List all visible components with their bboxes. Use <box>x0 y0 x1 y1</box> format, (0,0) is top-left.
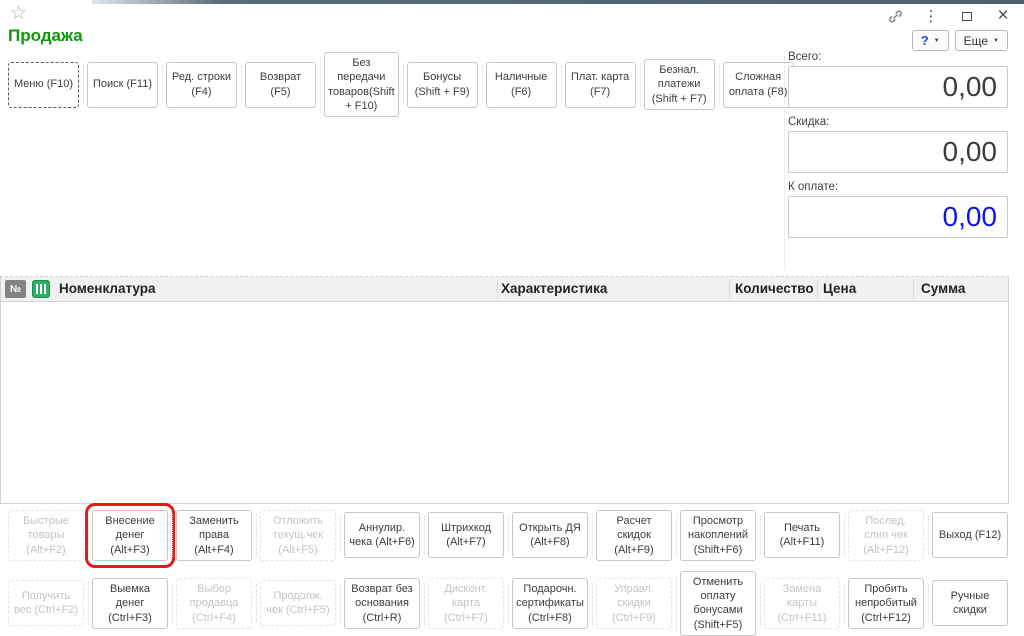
cancel-bonus-payment-button[interactable]: Отменить оплату бонусами (Shift+F5) <box>680 571 756 636</box>
chevron-down-icon: ▼ <box>993 37 999 44</box>
void-receipt-button[interactable]: Аннулир. чека (Alt+F6) <box>344 512 420 558</box>
window-edge-strip <box>92 0 1024 4</box>
gift-certificates-button[interactable]: Подарочн. сертификаты (Ctrl+F8) <box>512 578 588 629</box>
edit-row-button[interactable]: Ред. строки (F4) <box>166 62 237 108</box>
bonuses-button[interactable]: Бонусы (Shift + F9) <box>407 62 478 108</box>
total-label: Всего: <box>788 51 822 63</box>
command-bar-top <box>8 52 790 117</box>
link-icon[interactable] <box>884 7 906 25</box>
due-value-field: 0,00 <box>788 196 1008 238</box>
page-title: Продажа <box>8 26 83 45</box>
header-buttons <box>912 30 1008 51</box>
column-price: Цена <box>823 281 857 296</box>
discount-value-field: 0,00 <box>788 131 1008 173</box>
calc-discounts-button[interactable]: Расчет скидок (Alt+F9) <box>596 510 672 561</box>
open-drawer-button[interactable]: Открыть ДЯ (Alt+F8) <box>512 512 588 558</box>
totals-panel <box>788 51 1008 238</box>
more-button-label: Еще <box>963 33 989 48</box>
return-button[interactable]: Возврат (F5) <box>245 62 316 108</box>
manual-discounts-button[interactable]: Ручные скидки <box>932 580 1008 626</box>
return-no-reason-button[interactable]: Возврат без основания (Ctrl+R) <box>344 578 420 629</box>
discount-label: Скидка: <box>788 116 830 128</box>
print-button[interactable]: Печать (Alt+F11) <box>764 512 840 558</box>
column-nomenclature: Номенклатура <box>59 281 156 296</box>
help-icon: ? <box>920 33 929 48</box>
cash-payment-button[interactable]: Наличные (F6) <box>486 62 557 108</box>
due-label: К оплате: <box>788 181 839 193</box>
barcode-button[interactable]: Штрихкод (Alt+F7) <box>428 512 504 558</box>
replace-card-button[interactable]: Замена карты (Ctrl+F11) <box>764 578 840 629</box>
more-button[interactable] <box>955 30 1008 51</box>
complex-payment-button[interactable]: Сложная оплата (F8) <box>723 62 794 108</box>
row-number-column-icon: № <box>5 280 26 298</box>
manage-discounts-button[interactable]: Управл. скидки (Ctrl+F9) <box>596 578 672 629</box>
close-icon[interactable]: × <box>997 5 1009 26</box>
select-seller-button[interactable]: Выбор продавца (Ctrl+F4) <box>176 578 252 629</box>
menu-button[interactable]: Меню (F10) <box>8 62 79 108</box>
exit-button[interactable]: Выход (F12) <box>932 512 1008 558</box>
cashless-payments-button[interactable]: Безнал. платежи (Shift + F7) <box>644 59 715 110</box>
punch-unpunched-button[interactable]: Пробить непробитый (Ctrl+F12) <box>848 578 924 629</box>
window-controls <box>884 7 1014 25</box>
items-table-header <box>1 277 1008 302</box>
maximize-icon[interactable] <box>956 7 978 25</box>
continue-receipt-button[interactable]: Продолж. чек (Ctrl+F5) <box>260 580 336 626</box>
column-characteristic: Характеристика <box>501 281 608 296</box>
cash-out-button[interactable]: Выемка денег (Ctrl+F3) <box>92 578 168 629</box>
command-bar-bottom <box>8 510 1008 636</box>
get-weight-button[interactable]: Получить вес (Ctrl+F2) <box>8 580 84 626</box>
product-column-icon <box>32 280 50 298</box>
column-quantity: Количество <box>735 281 814 296</box>
column-sum: Сумма <box>921 281 966 296</box>
search-button[interactable]: Поиск (F11) <box>87 62 158 108</box>
quick-goods-button[interactable]: Быстрые товары (Alt+F2) <box>8 510 84 561</box>
panel-splitter <box>784 56 785 268</box>
column-divider <box>913 279 914 299</box>
hold-receipt-button[interactable]: Отложить текущ.чек (Alt+F5) <box>260 510 336 561</box>
payment-card-button[interactable]: Плат. карта (F7) <box>565 62 636 108</box>
replace-rights-button[interactable]: Заменить права (Alt+F4) <box>176 510 252 561</box>
help-button[interactable] <box>912 30 949 51</box>
total-value-field: 0,00 <box>788 66 1008 108</box>
items-table-body[interactable] <box>1 302 1008 503</box>
items-table <box>0 276 1009 504</box>
no-transfer-goods-button[interactable]: Без передачи товаров(Shift + F10) <box>324 52 399 117</box>
kebab-menu-icon[interactable]: ⋮ <box>923 8 939 25</box>
cash-in-button[interactable]: Внесение денег (Alt+F3) <box>92 510 168 561</box>
column-divider <box>729 279 730 299</box>
favorite-star-icon[interactable]: ☆ <box>10 3 28 24</box>
view-accumulations-button[interactable]: Просмотр накоплений (Shift+F6) <box>680 510 756 561</box>
chevron-down-icon: ▼ <box>933 37 940 44</box>
column-divider <box>497 279 498 299</box>
last-slip-button[interactable]: Послед. слип чек (Alt+F12) <box>848 510 924 561</box>
discount-card-button[interactable]: Дисконт. карта (Ctrl+F7) <box>428 578 504 629</box>
column-divider <box>817 279 818 299</box>
